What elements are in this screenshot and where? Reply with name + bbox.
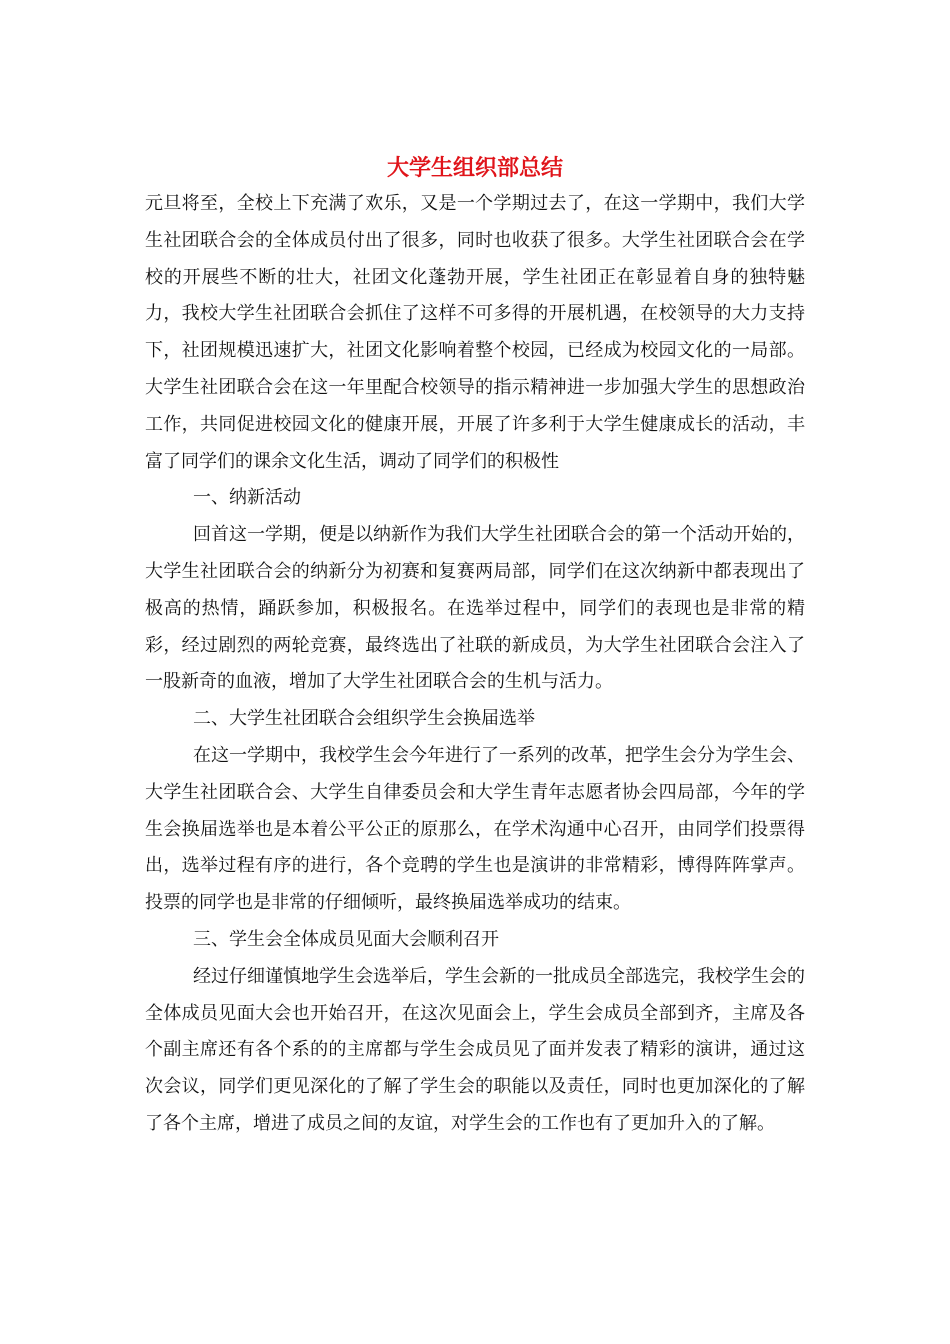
- document-page: [145, 150, 805, 1143]
- intro-paragraph: 元旦将至，全校上下充满了欢乐，又是一个学期过去了，在这一学期中，我们大学生社团联合会的全体成员付出了很多，同时也收获了很多。大学生社团联合会在学校的开展些不断的壮大，社团文化蓬勃开展，学生社团正在彰显着自身的独特魅力，我校大学生社团联合会抓住了这样不可多得的开展机遇，在校领导的大力支持下，社团规模迅速扩大，社团文化影响着整个校园，已经成为校园文化的一局部。大学生社团联合会在这一年里配合校领导的指示精神进一步加强大学生的思想政治工作，共同促进校园文化的健康开展，开展了许多利于大学生健康成长的活动，丰富了同学们的课余文化生活，调动了同学们的积极性: [145, 193, 805, 472]
- section-body-1: 回首这一学期，便是以纳新作为我们大学生社团联合会的第一个活动开始的，大学生社团联合会的纳新分为初赛和复赛两局部，同学们在这次纳新中都表现出了极高的热情，踊跃参加，积极报名。在选举过程中，同学们的表现也是非常的精彩，经过剧烈的两轮竞赛，最终选出了社联的新成员，为大学生社团联合会注入了一股新奇的血液，增加了大学生社团联合会的生机与活力。: [145, 524, 805, 693]
- section-heading-3: 三、学生会全体成员见面大会顺利召开: [193, 928, 499, 950]
- section-heading-1: 一、纳新活动: [193, 487, 301, 509]
- section-heading-2: 二、大学生社团联合会组织学生会换届选举: [193, 708, 535, 730]
- section-body-3: 经过仔细谨慎地学生会选举后，学生会新的一批成员全部选完，我校学生会的全体成员见面大会也开始召开，在这次见面会上，学生会成员全部到齐，主席及各个副主席还有各个系的的主席都与学生会成员见了面并发表了精彩的演讲，通过这次会议，同学们更见深化的了解了学生会的职能以及责任，同时也更加深化的了解了各个主席，增进了成员之间的友谊，对学生会的工作也有了更加升入的了解。: [145, 965, 805, 1134]
- section-body-2: 在这一学期中，我校学生会今年进行了一系列的改革，把学生会分为学生会、大学生社团联合会、大学生自律委员会和大学生青年志愿者协会四局部，今年的学生会换届选举也是本着公平公正的原那么，在学术沟通中心召开，由同学们投票得出，选举过程有序的进行，各个竞聘的学生也是演讲的非常精彩，博得阵阵掌声。投票的同学也是非常的仔细倾听，最终换届选举成功的结束。: [145, 744, 805, 914]
- document-title: 大学生组织部总结: [386, 155, 563, 181]
